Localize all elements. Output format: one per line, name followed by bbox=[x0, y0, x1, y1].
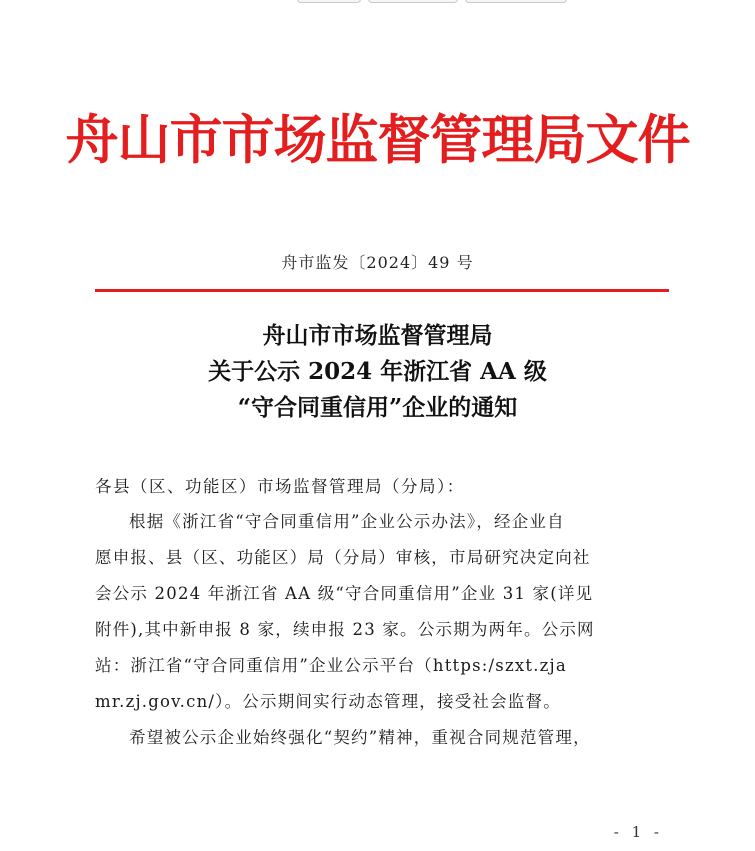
body-line-1: 根据《浙江省“守合同重信用”企业公示办法》，经企业自 bbox=[129, 512, 565, 531]
notice-title-line-1: 舟山市市场监督管理局 bbox=[262, 322, 493, 349]
document-header-title: 舟山市市场监督管理局文件 bbox=[65, 109, 690, 171]
body-line-5: 站：浙江省“守合同重信用”企业公示平台（https:/szxt.zja bbox=[95, 656, 567, 675]
body-line-2: 愿申报、县（区、功能区）局（分局）审核，市局研究决定向社 bbox=[95, 548, 591, 567]
page-number: - 1 - bbox=[613, 823, 663, 841]
top-tab-right[interactable] bbox=[465, 0, 567, 3]
notice-title-line-2: 关于公示 2024 年浙江省 AA 级 bbox=[208, 358, 547, 385]
body-line-7: 希望被公示企业始终强化“契约”精神，重视合同规范管理， bbox=[129, 728, 591, 747]
top-tab-middle[interactable] bbox=[368, 0, 458, 3]
document-number: 舟市监发〔2024〕49 号 bbox=[281, 253, 474, 272]
notice-title bbox=[0, 318, 755, 426]
body-line-3: 会公示 2024 年浙江省 AA 级“守合同重信用”企业 31 家(详见 bbox=[95, 584, 594, 603]
body-line-6: mr.zj.gov.cn/）。公示期间实行动态管理，接受社会监督。 bbox=[95, 692, 561, 711]
salutation: 各县（区、功能区）市场监督管理局（分局）： bbox=[95, 477, 465, 496]
body-line-4: 附件),其中新申报 8 家，续申报 23 家。公示期为两年。公示网 bbox=[95, 620, 595, 639]
top-tab-left[interactable] bbox=[297, 0, 361, 3]
notice-title-line-3: “守合同重信用”企业的通知 bbox=[237, 394, 518, 421]
red-divider bbox=[95, 289, 669, 292]
